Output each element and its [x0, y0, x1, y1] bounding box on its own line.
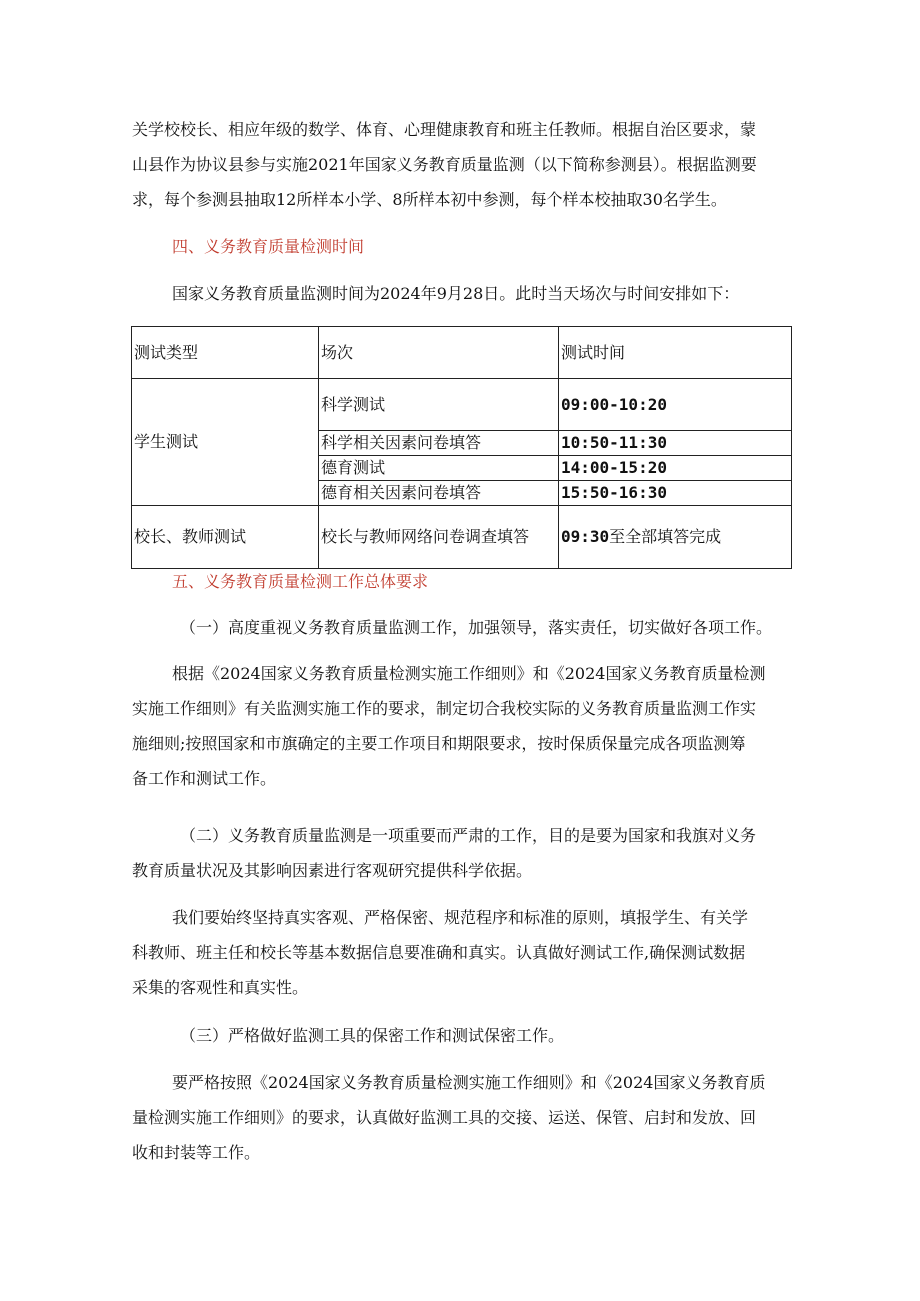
time-suffix: 至全部填答完成: [609, 527, 722, 546]
table-header-cell: 测试时间: [559, 327, 792, 379]
table-cell-session: 德育测试: [319, 456, 559, 481]
schedule-table: [131, 326, 792, 569]
text-line: 采集的客观性和真实性。: [132, 978, 309, 997]
section-2-title: [132, 818, 794, 888]
table-header-cell: 场次: [319, 327, 559, 379]
text-line: 根据《2024国家义务教育质量检测实施工作细则》和《2024国家义务教育质量检测: [172, 664, 766, 683]
section-1-body: [132, 656, 794, 796]
section-1-title: （一）高度重视义务教育质量监测工作，加强领导，落实责任，切实做好各项工作。: [180, 618, 773, 637]
table-cell-type: 校长、教师测试: [132, 506, 319, 569]
text-line: 科教师、班主任和校长等基本数据信息要准确和真实。认真做好测试工作,确保测试数据: [132, 943, 746, 962]
table-cell-session: 校长与教师网络问卷调查填答: [319, 506, 559, 569]
table-cell-time: [559, 506, 792, 569]
text-line: 求，每个参测县抽取12所样本小学、8所样本初中参测，每个样本校抽取30名学生。: [132, 190, 727, 209]
text-line: 施细则;按照国家和市旗确定的主要工作项目和期限要求，按时保质保量完成各项监测筹: [132, 734, 746, 753]
time-paragraph: 国家义务教育质量监测时间为2024年9月28日。此时当天场次与时间安排如下：: [172, 284, 740, 303]
text-line: 要严格按照《2024国家义务教育质量检测实施工作细则》和《2024国家义务教育质: [172, 1073, 766, 1092]
section-3-body: [132, 1065, 794, 1170]
text-line: 我们要始终坚持真实客观、严格保密、规范程序和标准的原则，填报学生、有关学: [172, 908, 749, 927]
table-cell-session: 德育相关因素问卷填答: [319, 481, 559, 506]
table-row: [132, 506, 792, 569]
table-cell-session: 科学测试: [319, 379, 559, 431]
table-row: [132, 379, 792, 431]
table-cell-type: 学生测试: [132, 379, 319, 506]
text-line: 实施工作细则》有关监测实施工作的要求，制定切合我校实际的义务教育质量监测工作实: [132, 699, 757, 718]
table-cell-time: 09:00-10:20: [559, 379, 792, 431]
section-heading-4: 四、义务教育质量检测时间: [172, 237, 365, 256]
text-line: 教育质量状况及其影响因素进行客观研究提供科学依据。: [132, 861, 533, 880]
text-line: 收和封装等工作。: [132, 1143, 261, 1162]
section-2-body: [132, 900, 794, 1005]
text-line: 量检测实施工作细则》的要求，认真做好监测工具的交接、运送、保管、启封和发放、回: [132, 1108, 757, 1127]
text-line: （二）义务教育质量监测是一项重要而严肃的工作，目的是要为国家和我旗对义务: [180, 826, 757, 845]
text-line: 关学校校长、相应年级的数学、体育、心理健康教育和班主任教师。根据自治区要求，蒙: [132, 120, 757, 139]
section-heading-5: 五、义务教育质量检测工作总体要求: [172, 572, 429, 591]
text-line: 备工作和测试工作。: [132, 769, 277, 788]
table-cell-time: 10:50-11:30: [559, 431, 792, 456]
section-3-title: （三）严格做好监测工具的保密工作和测试保密工作。: [180, 1026, 565, 1045]
table-cell-session: 科学相关因素问卷填答: [319, 431, 559, 456]
table-cell-time: 14:00-15:20: [559, 456, 792, 481]
text-line: 山县作为协议县参与实施2021年国家义务教育质量监测（以下简称参测县）。根据监测要: [132, 155, 757, 174]
intro-paragraph: [132, 112, 794, 217]
table-header-row: [132, 327, 792, 379]
time-start: 09:30: [561, 527, 610, 546]
table-cell-time: 15:50-16:30: [559, 481, 792, 506]
table-header-cell: 测试类型: [132, 327, 319, 379]
